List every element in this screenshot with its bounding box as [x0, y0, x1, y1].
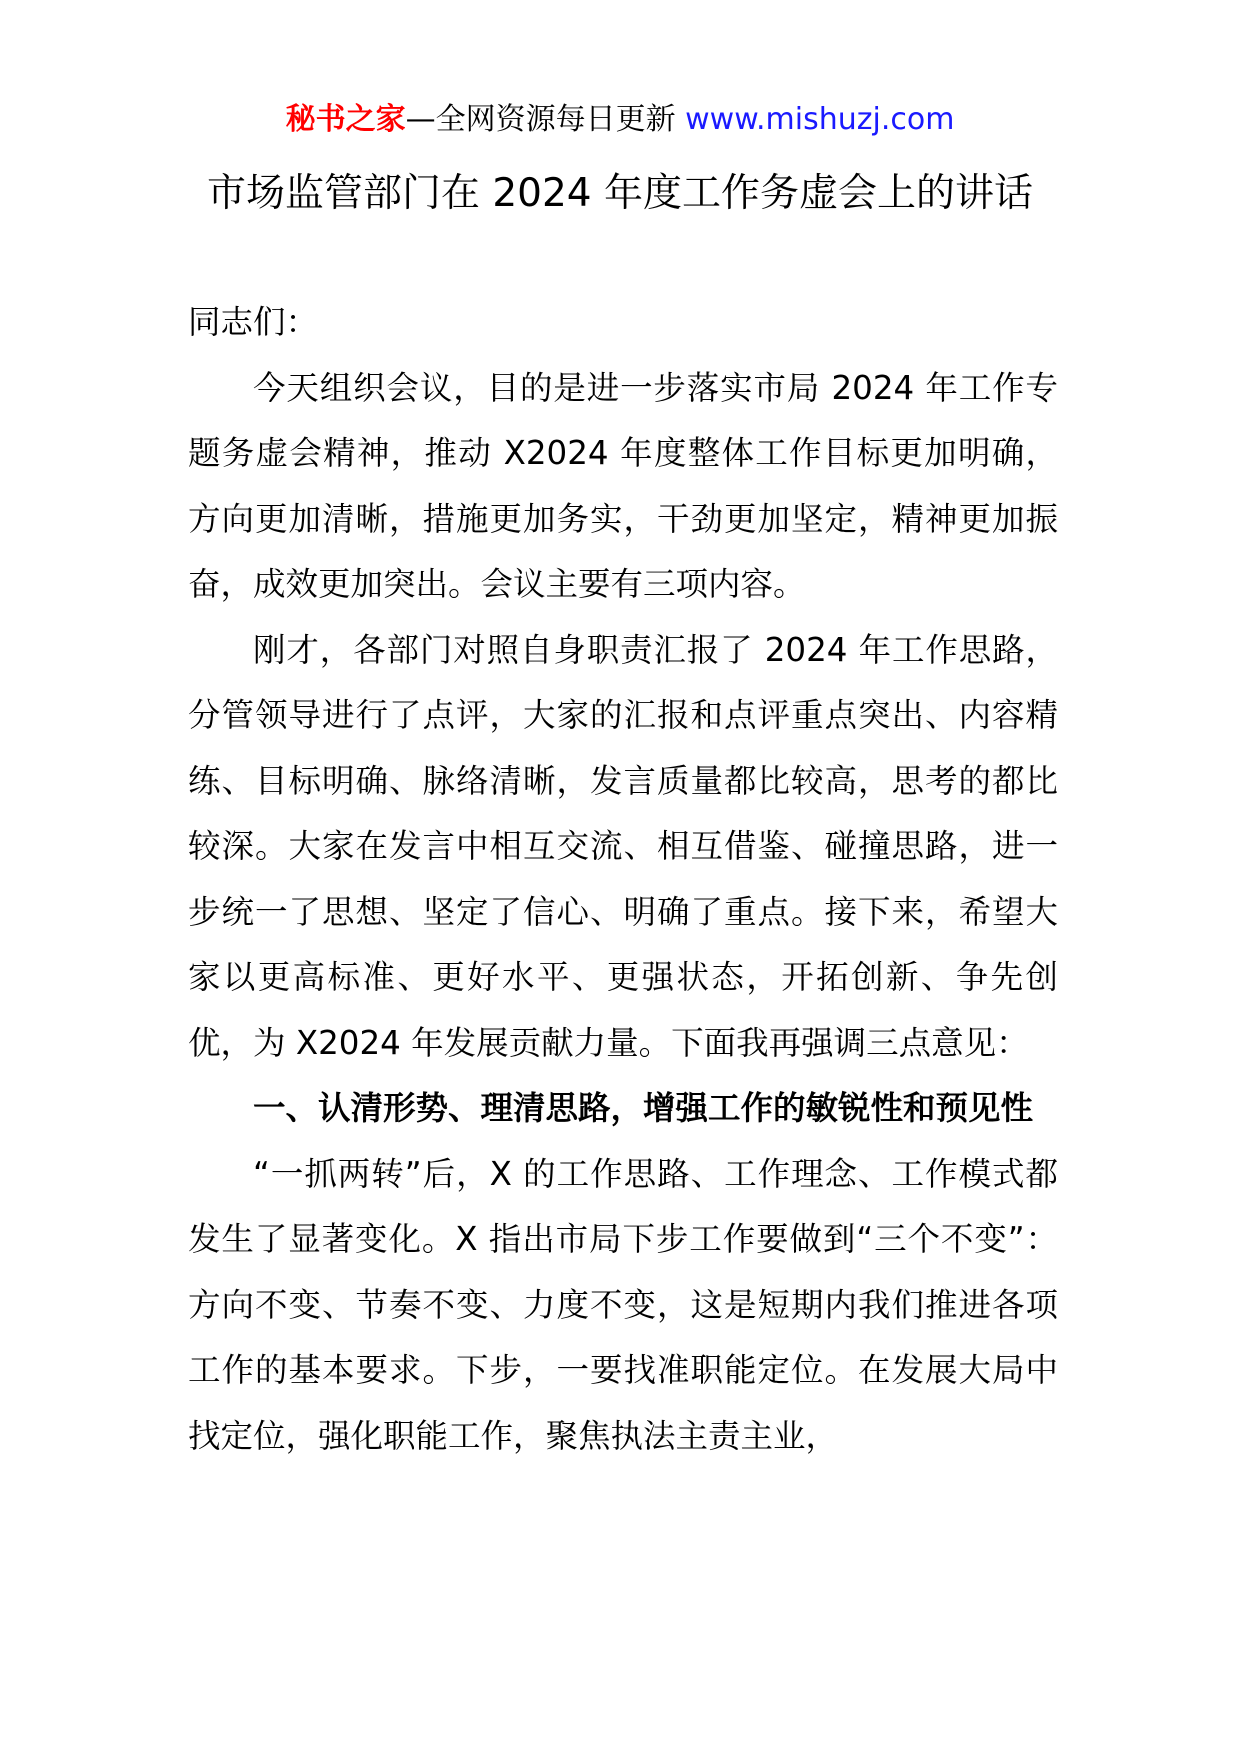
- site-url-link[interactable]: www.mishuzj.com: [685, 102, 955, 137]
- site-slogan: —全网资源每日更新: [405, 102, 686, 137]
- body-paragraph: 今天组织会议，目的是进一步落实市局 2024 年工作专题务虚会精神，推动 X2024 年度整体工作目标更加明确，方向更加清晰，措施更加务实，干劲更加坚定，精神更加振奋，成效更加突出。会议主要有三项内容。: [188, 368, 1058, 603]
- document-title: 市场监管部门在 2024 年度工作务虚会上的讲话: [206, 171, 1034, 216]
- document-body: [188, 290, 1058, 1469]
- site-header: [0, 100, 1240, 140]
- site-name: 秘书之家: [285, 102, 406, 137]
- body-paragraph: “一抓两转”后，X 的工作思路、工作理念、工作模式都发生了显著变化。X 指出市局下步工作要做到“三个不变”：方向不变、节奏不变、力度不变，这是短期内我们推进各项工作的基本要求。下步，一要找准职能定位。在发展大局中找定位，强化职能工作，聚焦执法主责主业，: [188, 1154, 1058, 1455]
- body-paragraph: 刚才，各部门对照自身职责汇报了 2024 年工作思路，分管领导进行了点评，大家的汇报和点评重点突出、内容精练、目标明确、脉络清晰，发言质量都比较高，思考的都比较深。大家在发言中相互交流、相互借鉴、碰撞思路，进一步统一了思想、坚定了信心、明确了重点。接下来，希望大家以更高标准、更好水平、更强状态，开拓创新、争先创优，为 X2024 年发展贡献力量。下面我再强调三点意见：: [188, 630, 1058, 1062]
- section-heading: 一、认清形势、理清思路，增强工作的敏锐性和预见性: [253, 1089, 1034, 1127]
- salutation: 同志们：: [188, 303, 319, 341]
